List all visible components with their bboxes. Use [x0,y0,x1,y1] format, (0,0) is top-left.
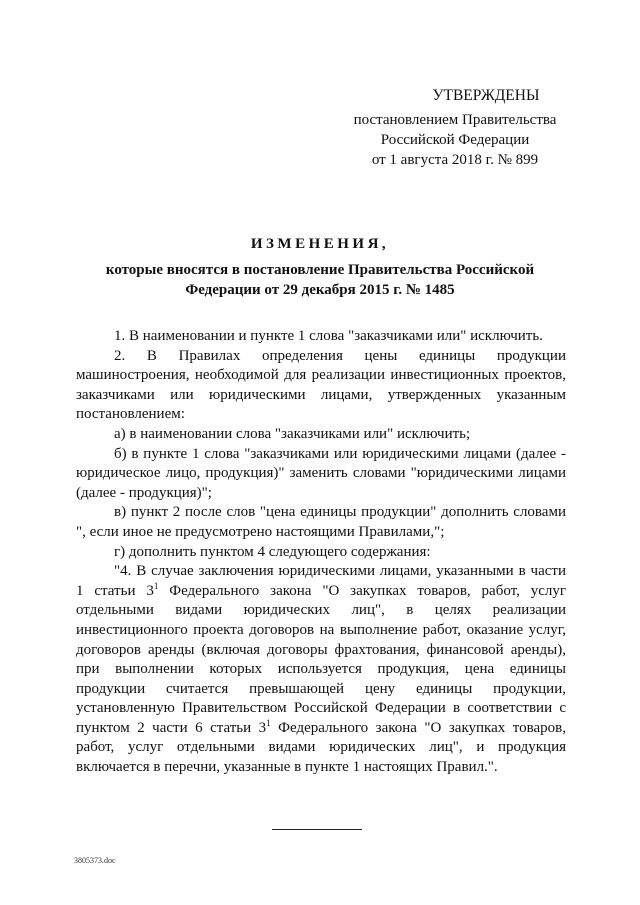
document-subtitle: которые вносятся в постановление Правительства Российской Федерации от 29 декабря 2015 г. № 1485 [105,262,535,298]
quote-part-2: Федерального закона "О закупках товаров, работ, услуг отдельными видами юридических лиц", в целях реализации инвестиционного проекта договоров на выполнение работ, оказание услуг, договоров аренды (включая договоры фрахтования, финансовой аренды), при выполнении которых используется продукция, цена единицы продукции считается превышающей цену единицы продукции, установленную Правительством Российской Федерации в соответствии с пунктом 2 части 6 статьи 3 [76,582,566,736]
quote-part-1: "4. В случае заключения юридическими лицами, указанными в части 1 статьи 3 [76,563,566,599]
superscript-1: 1 [153,580,159,591]
document-body [76,327,566,778]
paragraph-1: 1. В наименовании и пункте 1 слова "заказчиками или" исключить. [114,328,543,344]
approval-line-3: от 1 августа 2018 г. № 899 [371,152,539,168]
approval-line-2: Российской Федерации [380,132,530,148]
superscript-2: 1 [266,717,271,728]
paragraph-b: б) в пункте 1 слова "заказчиками или юридическими лицами (далее - юридическое лицо, продукция)" заменить словами "юридическими лицами (далее - продукция)"; [76,445,566,501]
approval-line-1: постановлением Правительства [353,112,557,128]
end-divider [272,829,362,830]
paragraph-g: г) дополнить пунктом 4 следующего содержания: [114,543,431,560]
paragraph-a: а) в наименовании слова "заказчиками или" исключить; [114,425,471,442]
quote-part-3: Федерального закона "О закупках товаров, работ, услуг отдельными видами юридических лиц", и продукция включается в перечни, указанные в пункте 1 настоящих Правил.". [76,719,566,776]
document-title: ИЗМЕНЕНИЯ, [250,236,390,252]
approval-title: УТВЕРЖДЕНЫ [432,87,540,104]
paragraph-v: в) пункт 2 после слов "цена единицы продукции" дополнить словами ", если иное не предусмотрено настоящими Правилами,"; [76,504,566,540]
approval-block [330,86,580,170]
paragraph-4-quote [76,562,566,778]
paragraph-2: 2. В Правилах определения цены единицы продукции машиностроения, необходимой для реализации инвестиционных проектов, заказчиками или юридическими лицами, утвержденных указанным постановлением: [76,347,566,423]
document-file-code: 3805373.doc [74,856,116,865]
